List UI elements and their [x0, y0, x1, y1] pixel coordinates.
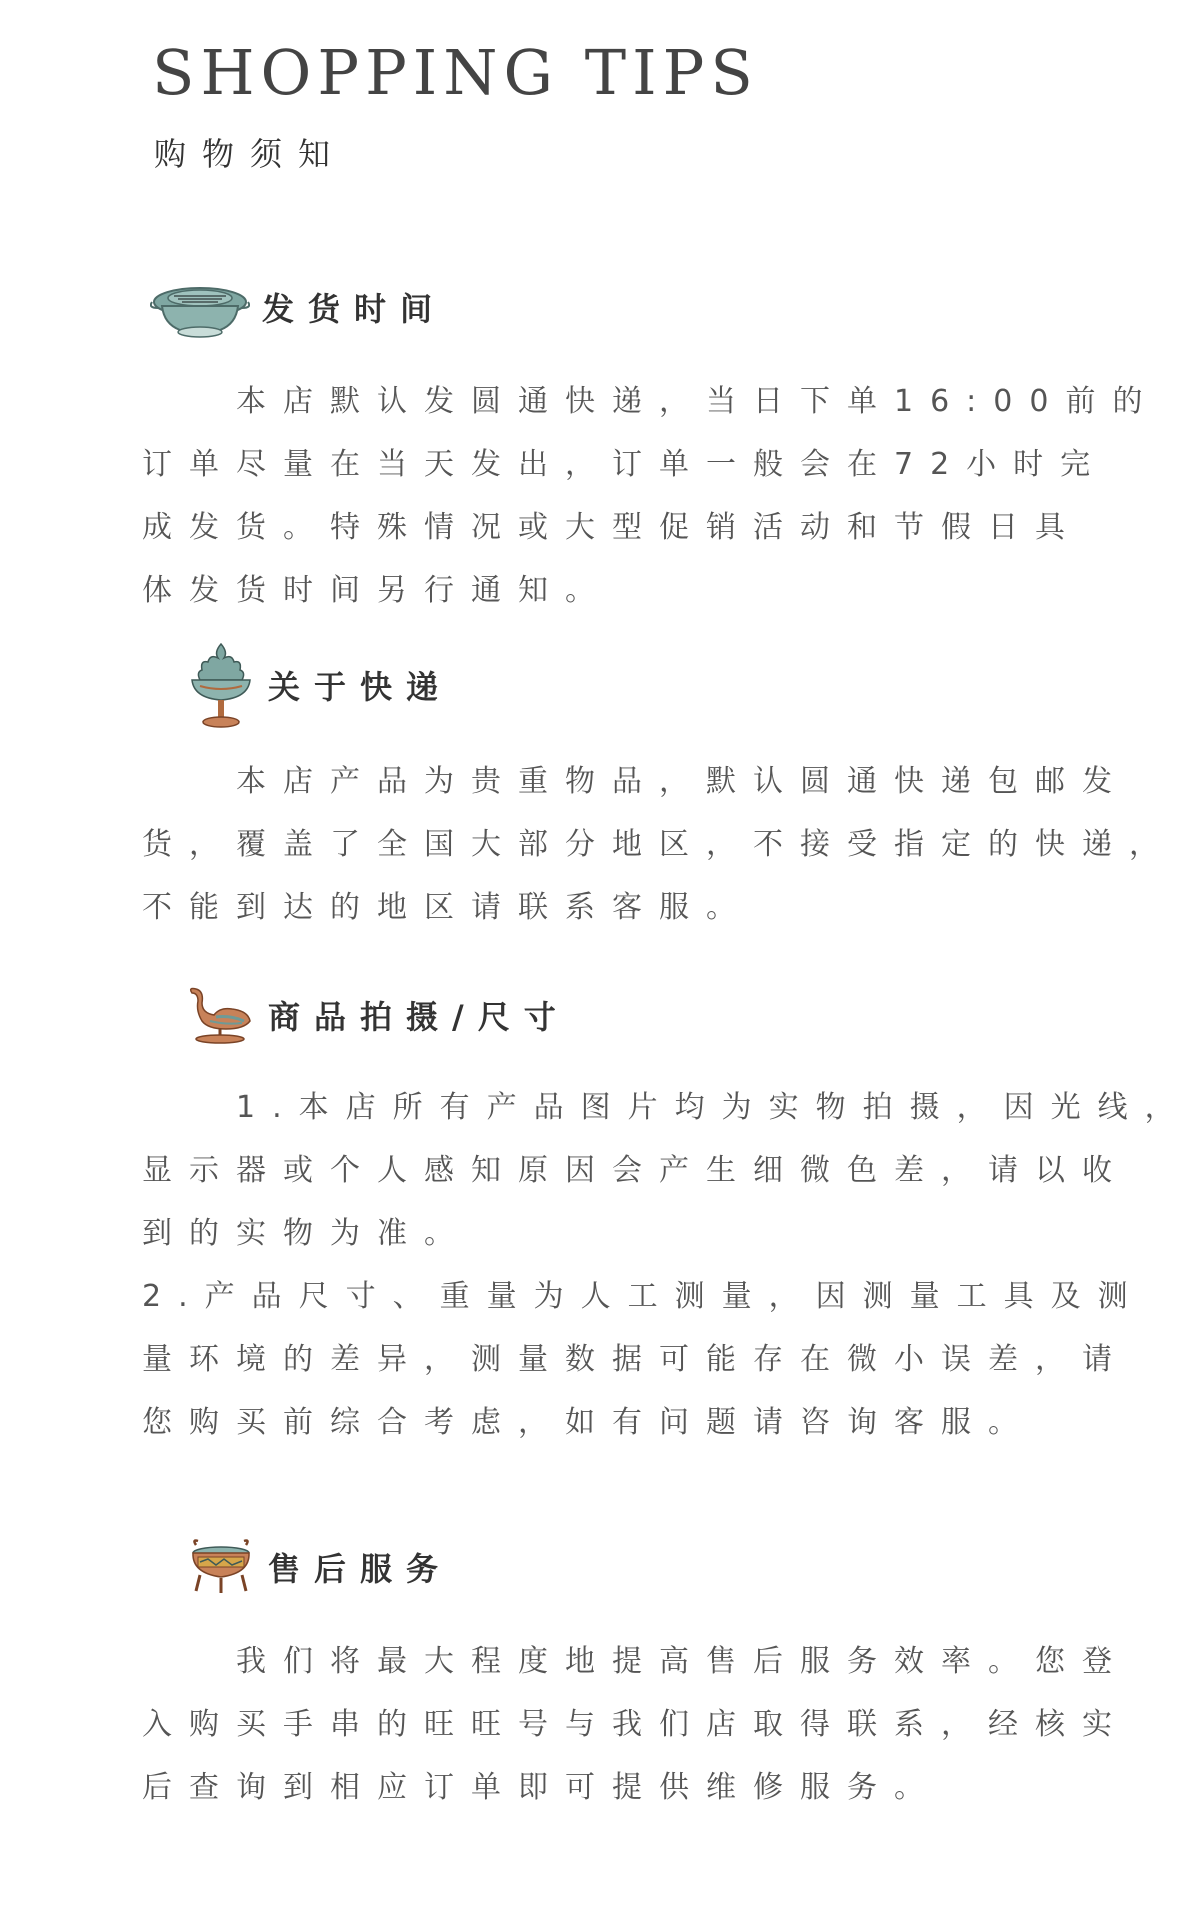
text-line: 后查询到相应订单即可提供维修服务。 [142, 1770, 941, 1805]
text-line: 显示器或个人感知原因会产生细微色差，请以收 [142, 1153, 1129, 1188]
section-header-after-sales [186, 1532, 452, 1602]
section-title: 关于快递 [268, 668, 453, 706]
section-header-shipping-time [150, 272, 446, 342]
censer-bowl-icon [150, 272, 250, 342]
section-title: 商品拍摄/尺寸 [268, 998, 570, 1036]
text-line: 不能到达的地区请联系客服。 [142, 890, 753, 925]
section-body-photos-size [142, 1076, 1192, 1454]
tripod-cauldron-icon [186, 1532, 256, 1602]
text-line: 入购买手串的旺旺号与我们店取得联系，经核实 [142, 1707, 1129, 1742]
text-line: 本店产品为贵重物品，默认圆通快递包邮发 [142, 764, 1129, 799]
text-line: 体发货时间另行通知。 [142, 573, 612, 608]
text-line: 货，覆盖了全国大部分地区，不接受指定的快递， [142, 827, 1176, 862]
text-line: 1.本店所有产品图片均为实物拍摄，因光线， [142, 1090, 1192, 1125]
text-line: 2.产品尺寸、重量为人工测量，因测量工具及测 [142, 1279, 1145, 1314]
section-body-shipping-time [142, 370, 1160, 622]
section-title: 售后服务 [268, 1550, 453, 1588]
text-line: 量环境的差异，测量数据可能存在微小误差，请 [142, 1342, 1129, 1377]
page-title-english: SHOPPING TIPS [152, 36, 759, 109]
page-title-chinese: 购物须知 [154, 135, 347, 173]
text-line: 到的实物为准。 [142, 1216, 471, 1251]
section-body-after-sales [142, 1630, 1129, 1819]
text-line: 成发货。特殊情况或大型促销活动和节假日具 [142, 510, 1082, 545]
section-header-about-courier [186, 650, 452, 720]
text-line: 您购买前综合考虑，如有问题请咨询客服。 [142, 1405, 1035, 1440]
text-line: 本店默认发圆通快递，当日下单16:00前的 [142, 384, 1160, 419]
section-title: 发货时间 [262, 290, 447, 328]
text-line: 我们将最大程度地提高售后服务效率。您登 [142, 1644, 1129, 1679]
section-body-about-courier [142, 750, 1176, 939]
duck-lamp-icon [186, 980, 256, 1050]
section-header-photos-size [186, 980, 570, 1050]
incense-burner-icon [186, 640, 256, 730]
text-line: 订单尽量在当天发出，订单一般会在72小时完 [142, 447, 1108, 482]
